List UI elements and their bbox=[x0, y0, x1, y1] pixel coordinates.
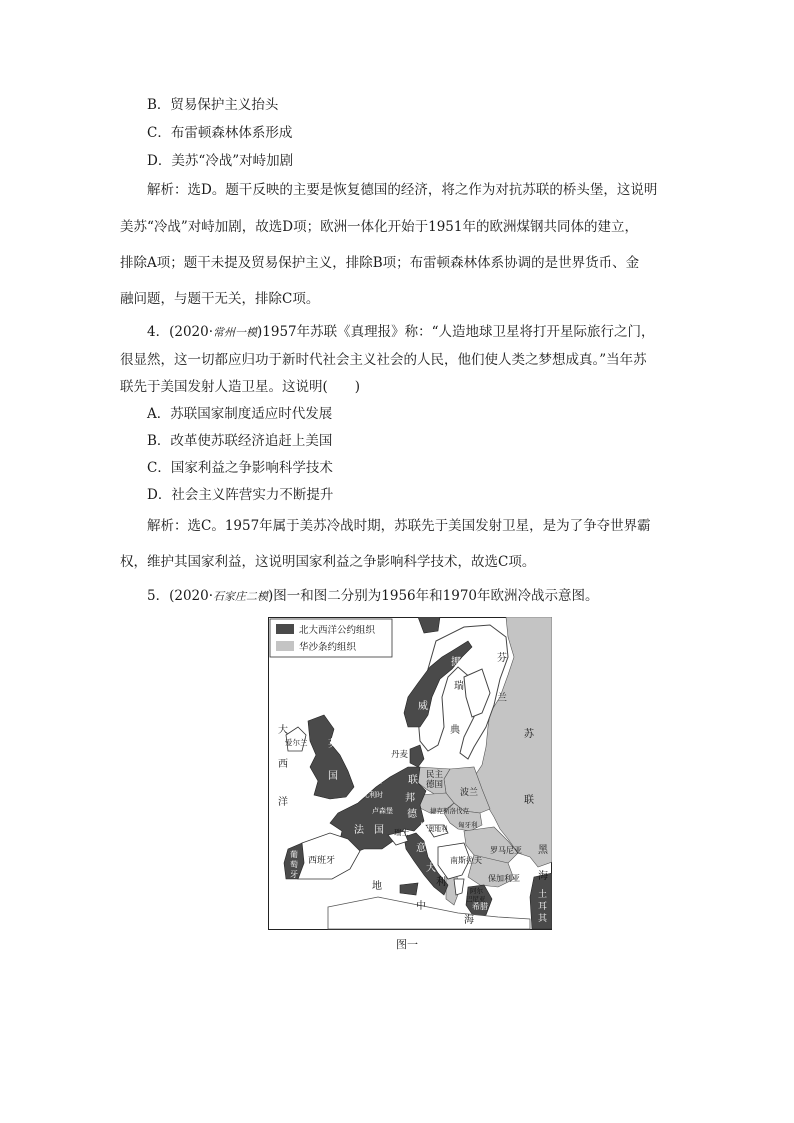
label-albania-1: 阿尔 bbox=[470, 887, 483, 895]
label-norway-2: 威 bbox=[418, 701, 428, 712]
label-poland: 波兰 bbox=[460, 788, 479, 798]
label-med-1: 地 bbox=[372, 881, 382, 892]
label-portugal-2: 萄 bbox=[290, 860, 298, 869]
q4-option-b: B．改革使苏联经济追赶上美国 bbox=[147, 433, 333, 449]
label-switzerland: 瑞士 bbox=[394, 828, 409, 837]
label-bulgaria: 保加利亚 bbox=[488, 874, 520, 883]
label-atlantic-3: 洋 bbox=[278, 797, 288, 808]
legend-warsaw-label: 华沙条约组织 bbox=[299, 642, 357, 653]
label-frg-4: 国 bbox=[420, 823, 430, 834]
label-yugoslavia: 南斯拉夫 bbox=[450, 856, 482, 865]
label-finland-1: 芬 bbox=[497, 653, 507, 664]
label-gdr-2: 德国 bbox=[426, 780, 444, 790]
label-turkey-1: 土 bbox=[538, 890, 548, 900]
label-spain: 西班牙 bbox=[308, 856, 336, 866]
label-hungary: 匈牙利 bbox=[458, 821, 478, 829]
q4-stem-rest: )1957年苏联《真理报》称：“人造地球卫星将打开星际旅行之门， bbox=[257, 324, 655, 340]
label-finland-2: 兰 bbox=[497, 693, 507, 704]
q3-analysis-line1: 解析：选D。题干反映的主要是恢复德国的经济，将之作为对抗苏联的桥头堡，这说明 bbox=[147, 182, 658, 198]
q5-number: 5．(2020· bbox=[147, 588, 214, 604]
label-gdr-1: 民主 bbox=[426, 770, 444, 780]
label-black-sea-2: 海 bbox=[538, 871, 548, 882]
label-ussr-1: 苏 bbox=[524, 729, 534, 740]
q5-stem bbox=[147, 587, 599, 606]
q4-stem-line2: 很显然，这一切都应归功于新时代社会主义社会的人民，他们使人类之梦想成真。”当年苏 bbox=[120, 352, 647, 368]
label-france: 法 国 bbox=[354, 825, 384, 836]
label-denmark: 丹麦 bbox=[391, 750, 409, 760]
label-black-sea-1: 黑 bbox=[538, 845, 548, 856]
label-portugal-1: 葡 bbox=[290, 850, 298, 859]
q3-option-b: B．贸易保护主义抬头 bbox=[147, 97, 279, 113]
q4-option-c: C．国家利益之争影响科学技术 bbox=[147, 460, 333, 476]
label-italy-3: 利 bbox=[436, 877, 446, 888]
q4-number: 4．(2020· bbox=[147, 324, 214, 340]
label-frg-1: 联 bbox=[408, 775, 418, 786]
label-belgium: 比利时 bbox=[362, 791, 383, 799]
legend-warsaw-swatch bbox=[276, 641, 294, 651]
label-austria: 奥地利 bbox=[428, 825, 448, 833]
label-luxembourg: 卢森堡 bbox=[372, 807, 393, 815]
q4-analysis-line2: 权，维护其国家利益，这说明国家利益之争影响科学技术，故选C项。 bbox=[120, 554, 536, 570]
legend-nato-label: 北大西洋公约组织 bbox=[299, 625, 376, 636]
label-albania-2: 巴尼亚 bbox=[466, 895, 486, 903]
label-ireland: 爱尔兰 bbox=[285, 738, 308, 747]
q3-analysis-line3: 排除A项；题干未提及贸易保护主义，排除B项；布雷顿森林体系协调的是世界货币、金 bbox=[120, 255, 640, 271]
label-norway-1: 挪 bbox=[451, 657, 461, 668]
q4-option-d: D．社会主义阵营实力不断提升 bbox=[147, 487, 334, 503]
label-frg-2: 邦 bbox=[405, 793, 415, 804]
q4-source: 常州一模 bbox=[213, 326, 258, 339]
q3-analysis-line2: 美苏“冷战”对峙加剧，故选D项；欧洲一体化开始于1951年的欧洲煤钢共同体的建立， bbox=[120, 219, 638, 235]
q3-option-d: D．美苏“冷战”对峙加剧 bbox=[147, 153, 294, 169]
label-frg-3: 德 bbox=[407, 809, 417, 820]
q3-analysis-line4: 融问题，与题干无关，排除C项。 bbox=[120, 291, 320, 307]
q3-option-c: C．布雷顿森林体系形成 bbox=[147, 125, 293, 141]
label-ussr-2: 联 bbox=[524, 795, 534, 806]
q4-stem-line3: 联先于美国发射人造卫星。这说明( ) bbox=[120, 379, 361, 395]
map-legend bbox=[270, 619, 392, 657]
label-atlantic-2: 西 bbox=[278, 759, 288, 770]
label-netherlands: 荷兰 bbox=[368, 777, 382, 785]
label-turkey-2: 耳 bbox=[538, 902, 548, 912]
label-italy-2: 大 bbox=[426, 863, 436, 874]
label-romania: 罗马尼亚 bbox=[490, 846, 522, 855]
q4-analysis-line1: 解析：选C。1957年属于美苏冷战时期，苏联先于美国发射卫星，是为了争夺世界霸 bbox=[147, 518, 651, 534]
label-turkey-3: 其 bbox=[538, 914, 548, 924]
label-med-2: 中 bbox=[416, 901, 426, 912]
label-greece: 希腊 bbox=[472, 902, 488, 911]
europe-cold-war-map bbox=[268, 617, 552, 930]
label-italy-1: 意 bbox=[416, 843, 426, 854]
label-atlantic-1: 大 bbox=[278, 725, 288, 736]
q5-source: 石家庄二模 bbox=[213, 590, 269, 603]
label-med-3: 海 bbox=[464, 915, 474, 926]
label-sweden-1: 瑞 bbox=[454, 681, 464, 692]
label-uk-2: 国 bbox=[328, 771, 338, 782]
legend-nato-swatch bbox=[276, 624, 294, 634]
label-sweden-2: 典 bbox=[450, 725, 460, 736]
q4-option-a: A．苏联国家制度适应时代发展 bbox=[147, 406, 333, 422]
q5-stem-rest: )图一和图二分别为1956年和1970年欧洲冷战示意图。 bbox=[268, 588, 599, 604]
figure-caption: 图一 bbox=[396, 938, 418, 951]
label-uk-1: 英 bbox=[328, 739, 338, 750]
q4-stem-line1 bbox=[147, 323, 655, 342]
label-portugal-3: 牙 bbox=[290, 870, 298, 879]
label-czech: 捷克斯洛伐克 bbox=[430, 807, 469, 815]
